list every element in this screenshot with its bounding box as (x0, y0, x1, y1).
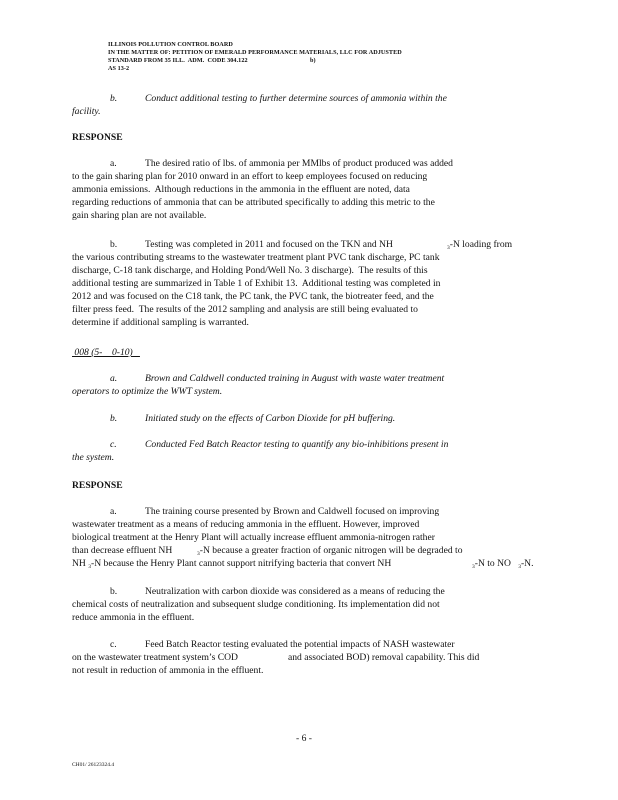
response1-a-letter: a. (110, 158, 117, 169)
response2-b-line1: Neutralization with carbon dioxide was considered as a means of reducing the (145, 586, 445, 597)
response2-a-letter: a. (110, 506, 117, 517)
response1-a-line5: gain sharing plan are not available. (72, 210, 207, 221)
text-fragment: -N because a greater fraction of organic nitrogen will be degraded to (199, 545, 463, 556)
response1-b-line5: 2012 and was focused on the C18 tank, the PC tank, the PVC tank, the biotreater feed, and the (72, 291, 434, 302)
section-008-a-line1: Brown and Caldwell conducted training in August with waste water treatment (145, 373, 445, 384)
response2-b-line3: reduce ammonia in the effluent. (72, 612, 195, 623)
header-standard-suffix: b) (310, 57, 316, 64)
header-matter: IN THE MATTER OF: PETITION OF EMERALD PERFORMANCE MATERIALS, LLC FOR ADJUSTED (108, 49, 402, 56)
response1-b-line3: discharge, C-18 tank discharge, and Holding Pond/Well No. 3 discharge). The results of this (72, 265, 428, 276)
header-board-name: ILLINOIS POLLUTION CONTROL BOARD (108, 41, 233, 48)
response2-c-letter: c. (110, 639, 117, 650)
section-008-c-letter: c. (110, 439, 117, 450)
response2-a-line5b (472, 558, 533, 571)
item-b-top-letter: b. (110, 93, 118, 104)
text-fragment: NH (72, 558, 86, 569)
response2-b-line2: chemical costs of neutralization and subsequent sludge conditioning. Its implementation did not (72, 599, 440, 610)
text-fragment: -N. (520, 558, 534, 569)
page-number: - 6 - (296, 733, 312, 744)
response2-a-line4a: than decrease effluent NH (72, 545, 173, 556)
document-id: CH01/ 26123324.4 (72, 762, 115, 768)
response1-a-line2: to the gain sharing plan for 2010 onward in an effort to keep employees focused on reducing (72, 171, 428, 182)
response1-a-line3: ammonia emissions. Although reductions in the ammonia in the effluent are noted, data (72, 184, 410, 195)
subscript: 3 (88, 564, 92, 570)
section-008-b-line1: Initiated study on the effects of Carbon Dioxide for pH buffering. (145, 413, 396, 424)
response2-a-line3: biological treatment at the Henry Plant will actually increase effluent ammonia-nitrogen rather (72, 532, 435, 543)
section-008-c-line1: Conducted Fed Batch Reactor testing to quantify any bio-inhibitions present in (145, 439, 449, 450)
response2-c-line3: not result in reduction of ammonia in the effluent. (72, 665, 264, 676)
response2-c-line2b: and associated BOD) removal capability. This did (288, 652, 480, 663)
item-b-top-line2: facility. (72, 106, 101, 117)
section-008-a-line2: operators to optimize the WWT system. (72, 386, 223, 397)
response1-b-line2: the various contributing streams to the wastewater treatment plant PVC tank discharge, PC tank (72, 252, 440, 263)
response1-b-line1-tail (447, 239, 512, 252)
response-heading-1: RESPONSE (72, 132, 123, 143)
response2-b-letter: b. (110, 586, 118, 597)
section-008-b-letter: b. (110, 413, 118, 424)
text-fragment: -N because the Henry Plant cannot support nitrifying bacteria that convert NH (91, 558, 392, 569)
text-fragment: -N to NO (474, 558, 511, 569)
text-fragment: -N loading from (449, 239, 513, 250)
response1-b-line1: Testing was completed in 2011 and focused on the TKN and NH (145, 239, 393, 250)
section-008-heading: 008 (5- 0-10) (72, 347, 140, 358)
item-b-top-line1: Conduct additional testing to further determine sources of ammonia within the (145, 93, 447, 104)
response1-a-line1: The desired ratio of lbs. of ammonia per MMlbs of product produced was added (145, 158, 453, 169)
subscript: 3 (447, 245, 450, 251)
response1-b-line7: determine if additional sampling is warranted. (72, 317, 249, 328)
subscript: 3 (472, 564, 475, 570)
response2-a-line2: wastewater treatment as a means of reducing ammonia in the effluent. However, improved (72, 519, 420, 530)
response2-c-line2a: on the wastewater treatment system’s COD (72, 652, 238, 663)
response1-b-line6: filter press feed. The results of the 2012 sampling and analysis are still being evaluated to (72, 304, 418, 315)
response1-b-letter: b. (110, 239, 118, 250)
response1-a-line4: regarding reductions of ammonia that can be attributed specifically to adding this metric to the (72, 197, 435, 208)
response-heading-2: RESPONSE (72, 480, 123, 491)
response1-b-line4: additional testing are summarized in Table 1 of Exhibit 13. Additional testing was completed in (72, 278, 441, 289)
response2-a-line5a (72, 558, 391, 571)
response2-a-line4b (197, 545, 463, 558)
section-008-c-line2: the system. (72, 452, 115, 463)
header-standard: STANDARD FROM 35 ILL. ADM. CODE 304.122 (108, 57, 248, 64)
response2-c-line1: Feed Batch Reactor testing evaluated the potential impacts of NASH wastewater (145, 639, 455, 650)
section-008-a-letter: a. (110, 373, 118, 384)
response2-a-line1: The training course presented by Brown and Caldwell focused on improving (145, 506, 440, 517)
subscript: 3 (518, 564, 521, 570)
subscript: 3 (197, 551, 200, 557)
header-docket: AS 13-2 (108, 65, 130, 72)
